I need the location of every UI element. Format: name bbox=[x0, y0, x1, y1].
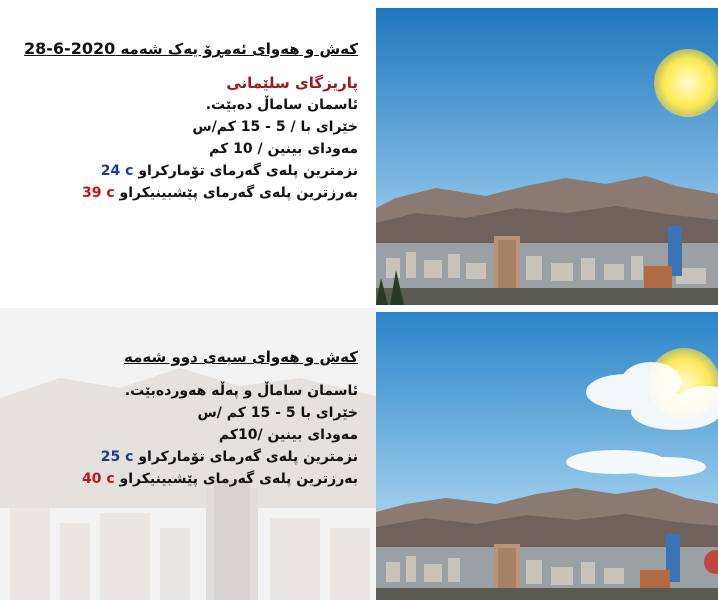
today-max-number: 39 bbox=[81, 185, 102, 201]
today-max-temp bbox=[18, 182, 358, 204]
today-wind: خێرای با / 5 - 15 کم/س bbox=[192, 119, 358, 135]
today-min-unit: c bbox=[125, 163, 134, 179]
today-max-unit: c bbox=[106, 185, 115, 201]
today-title-text: کەش و هەوای ئەمڕۆ یەک شەمە bbox=[120, 40, 358, 58]
city-photo-partly-cloudy bbox=[376, 312, 718, 600]
today-date: 2020-6-28 bbox=[24, 39, 116, 58]
tomorrow-forecast-text bbox=[18, 346, 358, 490]
tomorrow-min-label: نزمترین پلەی گەرمای تۆمارکراو bbox=[138, 449, 358, 465]
tomorrow-wind: خێرای با 5 - 15 کم /س bbox=[197, 405, 358, 421]
today-min-label: نزمترین پلەی گەرمای تۆمارکراو bbox=[138, 163, 358, 179]
tomorrow-min-temp bbox=[18, 446, 358, 468]
tomorrow-min-unit: c bbox=[125, 449, 134, 465]
tomorrow-max-number: 40 bbox=[81, 471, 102, 487]
today-forecast-text bbox=[18, 38, 358, 204]
today-min-temp bbox=[18, 160, 358, 182]
tomorrow-min-value bbox=[101, 446, 134, 468]
station-name: پاریزگای سلێمانی bbox=[226, 74, 358, 92]
tomorrow-max-value bbox=[82, 468, 115, 490]
tomorrow-title: کەش و هەوای سبەی دوو شەمە bbox=[124, 348, 358, 366]
tomorrow-sky: ئاسمان ساماڵ و پەڵە هەوردەبێت. bbox=[124, 383, 358, 399]
tomorrow-max-temp bbox=[18, 468, 358, 490]
today-min-number: 24 bbox=[100, 163, 121, 179]
today-visibility: مەودای بینین / 10 کم bbox=[209, 141, 358, 157]
today-max-value bbox=[82, 182, 115, 204]
city-photo-sunny bbox=[376, 8, 718, 305]
today-sky: ئاسمان ساماڵ دەبێت. bbox=[205, 97, 358, 113]
tomorrow-forecast-panel bbox=[0, 308, 718, 600]
today-max-label: بەرزترین پلەی گەرمای پێشبینیکراو bbox=[119, 185, 358, 201]
tomorrow-max-label: بەرزترین پلەی گەرمای پێشبینیکراو bbox=[119, 471, 358, 487]
tomorrow-visibility: مەودای بینین /10کم bbox=[218, 427, 358, 443]
tomorrow-min-number: 25 bbox=[100, 449, 121, 465]
today-min-value bbox=[101, 160, 134, 182]
tomorrow-max-unit: c bbox=[106, 471, 115, 487]
today-title bbox=[18, 38, 358, 60]
